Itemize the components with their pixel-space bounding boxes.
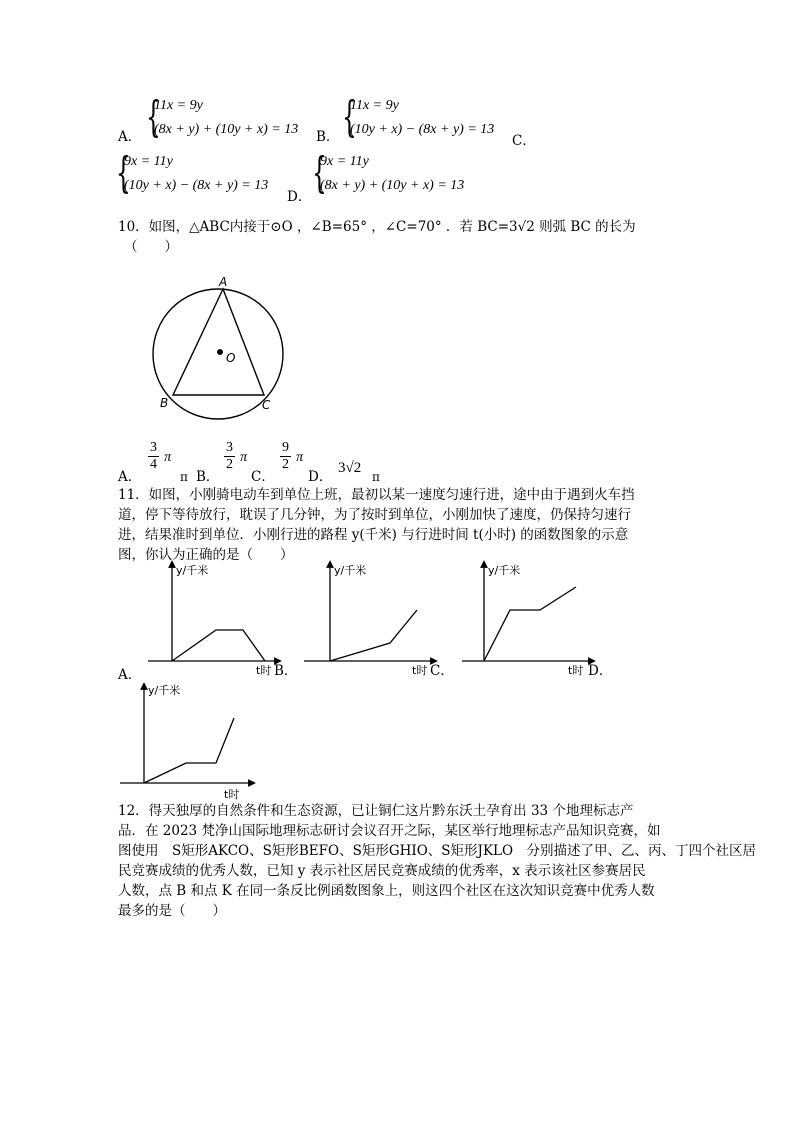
q11-option-a-label: A． bbox=[118, 667, 142, 683]
x-label: t时 bbox=[568, 664, 584, 677]
q9-option-b-brace: { bbox=[342, 92, 357, 141]
curve bbox=[144, 718, 234, 783]
curve bbox=[484, 587, 576, 661]
label-o: O bbox=[226, 351, 236, 365]
q12-stem-line4: 民竞赛成绩的优秀人数，已知 y 表示社区居民竞赛成绩的优秀率，x 表示该社区参赛居民 bbox=[118, 863, 646, 879]
c-numerator: 9 bbox=[282, 440, 289, 455]
q9-option-c-eq1: 9x = 11y bbox=[124, 154, 173, 169]
x-label: t时 bbox=[224, 788, 240, 800]
q9-option-b-label: B． bbox=[316, 129, 340, 145]
a-pi: π bbox=[164, 450, 172, 465]
q11-option-d-label: D． bbox=[588, 663, 613, 679]
b-denominator: 2 bbox=[226, 457, 233, 472]
q12-stem-line5: 人数，点 B 和点 K 在同一条反比例函数图象上，则这四个社区在这次知识竞赛中优秀人数 bbox=[118, 883, 655, 899]
b-numerator: 3 bbox=[226, 440, 233, 455]
label-a: A bbox=[219, 275, 228, 289]
q9-option-b-eq1: 11x = 9y bbox=[350, 98, 399, 113]
y-label: y/千米 bbox=[488, 564, 521, 577]
q9-option-c-brace: { bbox=[116, 148, 131, 197]
graph-a bbox=[144, 558, 284, 678]
c-denominator: 2 bbox=[282, 457, 289, 472]
curve bbox=[330, 610, 417, 661]
q11-stem-line4: 图，你认为正确的是（ ） bbox=[118, 547, 294, 563]
a-denominator: 4 bbox=[150, 457, 157, 472]
c-pi: π bbox=[296, 450, 304, 465]
y-label: y/千米 bbox=[334, 564, 367, 577]
curve bbox=[172, 630, 265, 661]
label-c: C bbox=[262, 398, 271, 412]
q11-stem-line2: 道，停下等待放行，耽误了几分钟，为了按时到单位，小刚加快了速度，仍保持匀速行 bbox=[118, 507, 631, 523]
q10-stem-line1: 10．如图，△ABC内接于⊙O ，∠B=65° ，∠C=70° ．若 BC=3√2 则弧 BC 的长为 bbox=[118, 219, 636, 235]
x-label: t时 bbox=[412, 664, 428, 677]
q9-option-c-label: C． bbox=[512, 133, 536, 149]
q9-option-d-eq1: 9x = 11y bbox=[320, 154, 369, 169]
q10-option-a-tail: π bbox=[180, 470, 188, 484]
q10-option-d-pi: π bbox=[372, 470, 380, 484]
q9-option-b-eq2: (10y + x) − (8x + y) = 13 bbox=[350, 122, 495, 137]
q10-option-c-value bbox=[280, 440, 303, 473]
q10-option-d-label: D． bbox=[308, 469, 333, 485]
q10-stem-line2: （ ） bbox=[124, 239, 178, 255]
q9-option-c-eq2: (10y + x) − (8x + y) = 13 bbox=[124, 178, 269, 193]
q12-stem-line3: 图使用 S矩形AKCO、S矩形BEFO、S矩形GHIO、S矩形JKLO 分别描述了甲、乙、丙、丁四个社区居 bbox=[118, 843, 757, 859]
q10-option-a-label: A． bbox=[118, 469, 142, 485]
q9-option-d-eq2: (8x + y) + (10y + x) = 13 bbox=[320, 178, 465, 193]
q11-option-b-label: B． bbox=[274, 663, 298, 679]
q10-option-b-label: B． bbox=[196, 469, 220, 485]
a-numerator: 3 bbox=[150, 440, 157, 455]
q9-option-d-brace: { bbox=[312, 148, 327, 197]
label-b: B bbox=[160, 396, 169, 410]
center-point bbox=[217, 349, 223, 355]
y-label: y/千米 bbox=[176, 564, 209, 577]
q12-stem-line2: 品．在 2023 梵净山国际地理标志研讨会议召开之际，某区举行地理标志产品知识竞赛，如 bbox=[118, 823, 661, 839]
q10-option-b-value bbox=[224, 440, 247, 473]
q9-option-a-eq2: (8x + y) + (10y + x) = 13 bbox=[154, 122, 299, 137]
graph-d bbox=[118, 680, 258, 800]
triangle-abc bbox=[173, 289, 264, 395]
q9-option-a-brace: { bbox=[146, 92, 161, 141]
graph-c bbox=[458, 558, 598, 678]
q9-option-a-eq1: 11x = 9y bbox=[154, 98, 203, 113]
q11-stem-line1: 11．如图，小刚骑电动车到单位上班，最初以某一速度匀速行进，途中由于遇到火车挡 bbox=[118, 487, 635, 503]
q9-option-a-label: A． bbox=[118, 129, 142, 145]
b-pi: π bbox=[240, 450, 248, 465]
y-label: y/千米 bbox=[148, 684, 181, 697]
q12-stem-line6: 最多的是（ ） bbox=[118, 903, 226, 919]
q10-option-a-value bbox=[148, 440, 171, 473]
graph-b bbox=[300, 558, 440, 678]
q12-stem-line1: 12．得天独厚的自然条件和生态资源，已让铜仁这片黔东沃土孕育出 33 个地理标志产 bbox=[118, 803, 634, 819]
q11-stem-line3: 进，结果准时到单位．小刚行进的路程 y(千米) 与行进时间 t(小时) 的函数图象的示意 bbox=[118, 527, 629, 543]
q11-option-c-label: C． bbox=[430, 663, 454, 679]
q10-option-d-value: 3√2 bbox=[338, 460, 362, 476]
x-label: t时 bbox=[256, 664, 272, 677]
q9-option-d-label: D． bbox=[287, 189, 312, 205]
q10-circle-figure bbox=[140, 270, 300, 420]
q10-option-c-label: C． bbox=[251, 469, 275, 485]
